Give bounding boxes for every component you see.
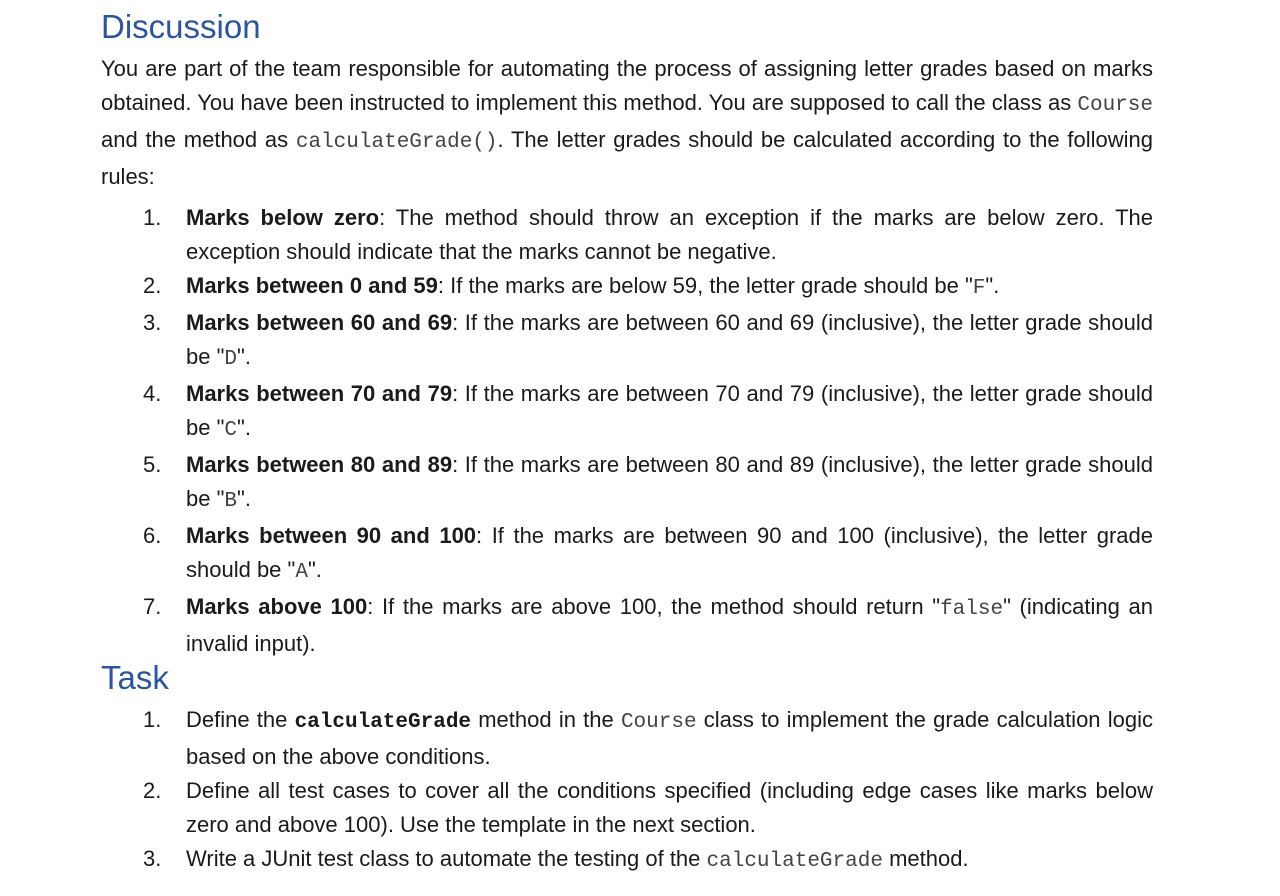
task-text: method in the: [471, 707, 621, 732]
rule-title: Marks below zero: [186, 205, 380, 230]
rule-text: : If the marks are between 60 and 69 (inclusive), the letter grade should be: [186, 310, 1153, 369]
task-heading: Task: [101, 659, 169, 696]
method-name-code: calculateGrade(): [295, 131, 498, 154]
rule-text: : If the marks are between 90 and 100 (inclusive), the letter grade should be: [186, 523, 1154, 582]
return-value-code: false: [940, 598, 1004, 621]
task-text: Define all test cases to cover all the conditions specified (including edge cases like marks below zero and above 100). Use the template in the next section.: [186, 778, 1153, 837]
rule-title: Marks between 0 and 59: [186, 273, 438, 298]
rule-title: Marks between 80 and 89: [186, 452, 453, 477]
method-name-code: calculateGrade: [706, 850, 883, 873]
task-text: Define the: [186, 707, 295, 732]
rule-end: .: [244, 344, 251, 369]
list-number: 5.: [143, 452, 162, 477]
rule-end: (indicating an invalid input).: [186, 594, 1153, 656]
list-number: 3.: [143, 310, 162, 335]
rule-item: [101, 201, 1153, 269]
paragraph-text: and the method as: [101, 127, 296, 152]
rule-title: Marks above 100: [186, 594, 368, 619]
rule-title: Marks between 60 and 69: [186, 310, 453, 335]
rule-title: Marks between 90 and 100: [186, 523, 477, 548]
rule-text: : If the marks are above 100, the method should return: [367, 594, 933, 619]
task-text: method.: [882, 846, 969, 871]
list-number: 1.: [143, 205, 162, 230]
rule-end: .: [315, 557, 322, 582]
quote-mark: ": [985, 273, 994, 298]
quote-mark: ": [307, 557, 316, 582]
list-number: 4.: [143, 381, 162, 406]
list-number: 1.: [143, 707, 162, 732]
rule-end: .: [993, 273, 1000, 298]
rule-item: [101, 519, 1153, 590]
task-text: class to implement the grade calculation logic based on the above conditions.: [186, 707, 1153, 769]
method-name-code: calculateGrade: [294, 711, 472, 734]
rule-text: : The method should throw an exception if the marks are below zero. The exception should indicate that the marks cannot be negative.: [186, 205, 1153, 264]
list-number: 2.: [143, 778, 162, 803]
list-number: 2.: [143, 273, 162, 298]
quote-mark: ": [237, 344, 245, 369]
quote-mark: ": [216, 486, 225, 511]
task-text: Write a JUnit test class to automate the testing of the: [186, 846, 707, 871]
quote-mark: ": [964, 273, 973, 298]
quote-mark: ": [216, 344, 225, 369]
paragraph-text: You are part of the team responsible for automating the process of assigning letter grades based on marks obtained. You have been instructed to implement this method. You are supposed to call the class as: [101, 56, 1153, 115]
rule-text: : If the marks are between 70 and 79 (inclusive), the letter grade should be: [186, 381, 1153, 440]
paragraph-text: . The letter grades should be calculated according to the following rules:: [101, 127, 1154, 189]
task-item: [101, 774, 1153, 842]
rule-item: [101, 377, 1153, 448]
quote-mark: ": [287, 557, 296, 582]
quote-mark: ": [932, 594, 941, 619]
rule-item: [101, 306, 1153, 377]
quote-mark: ": [237, 415, 245, 440]
grade-code: F: [972, 277, 986, 300]
task-item: [101, 703, 1153, 774]
quote-mark: ": [1003, 594, 1011, 619]
list-number: 6.: [143, 523, 162, 548]
rule-end: .: [244, 415, 251, 440]
class-name-code: Course: [620, 711, 697, 734]
grade-code: C: [224, 419, 238, 442]
task-item: [101, 842, 1153, 879]
rule-item: [101, 448, 1153, 519]
discussion-paragraph: [101, 52, 1153, 194]
rule-item: [101, 590, 1153, 661]
discussion-heading: Discussion: [101, 8, 261, 45]
rule-item: [101, 269, 1153, 306]
quote-mark: ": [216, 415, 225, 440]
task-list: [101, 703, 1153, 879]
class-name-code: Course: [1077, 94, 1153, 117]
grade-code: A: [295, 561, 308, 584]
rule-title: Marks between 70 and 79: [186, 381, 453, 406]
list-number: 7.: [143, 594, 162, 619]
quote-mark: ": [237, 486, 245, 511]
rule-end: .: [244, 486, 251, 511]
grading-rules-list: [101, 201, 1153, 661]
grade-code: B: [224, 490, 238, 513]
rule-text: : If the marks are below 59, the letter grade should be: [437, 273, 965, 298]
grade-code: D: [224, 348, 238, 371]
rule-text: : If the marks are between 80 and 89 (inclusive), the letter grade should be: [186, 452, 1153, 511]
list-number: 3.: [143, 846, 162, 871]
